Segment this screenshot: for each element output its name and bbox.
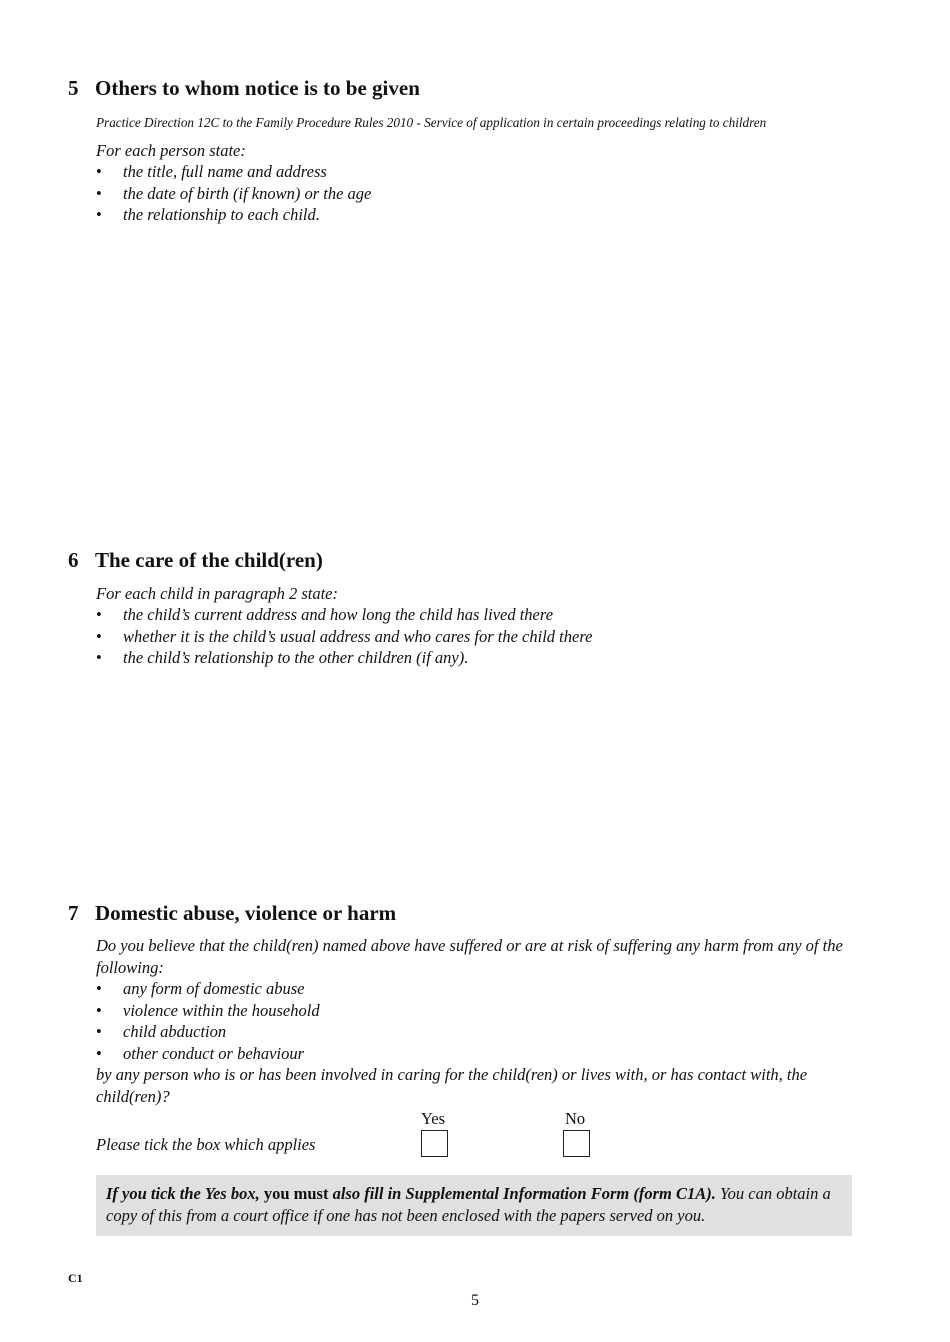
section-5-bullet-list (96, 161, 896, 226)
no-checkbox[interactable] (563, 1130, 590, 1157)
section-5-title: Others to whom notice is to be given (95, 76, 420, 100)
c1a-info-note (96, 1175, 852, 1236)
note-part-3: also fill in Supplemental Information Form (form C1A). (332, 1184, 716, 1203)
list-item: • whether it is the child’s usual address and who cares for the child there (96, 626, 593, 646)
section-7-bullet-list (96, 978, 856, 1064)
section-5-practice-note: Practice Direction 12C to the Family Procedure Rules 2010 - Service of application in certain proceedings relating to children (96, 115, 767, 130)
note-part-1: If you tick the Yes box, (106, 1184, 260, 1203)
section-7-title: Domestic abuse, violence or harm (95, 901, 397, 925)
section-7-question: Do you believe that the child(ren) named above have suffered or are at risk of suffering any harm from any of the following: (96, 936, 843, 977)
note-part-2: you must (259, 1184, 333, 1203)
list-item: • the child’s current address and how long the child has lived there (96, 605, 554, 624)
list-item: • the child’s relationship to the other children (if any). (96, 648, 469, 667)
list-item: • any form of domestic abuse (96, 979, 305, 998)
section-6-intro: For each child in paragraph 2 state: (96, 584, 338, 603)
list-item: • other conduct or behaviour (96, 1043, 305, 1063)
section-6-number: 6 (68, 548, 79, 572)
list-item: • violence within the household (96, 1000, 320, 1020)
note-part-4: You can obtain a copy of this from a court office if one has not been enclosed with the papers served on you. (106, 1184, 831, 1225)
tick-prompt: Please tick the box which applies (96, 1135, 316, 1154)
page-number: 5 (471, 1292, 479, 1309)
section-7-number: 7 (68, 901, 79, 925)
section-6-answer-area[interactable] (96, 680, 852, 880)
section-5-intro: For each person state: (96, 141, 246, 160)
list-item: • the date of birth (if known) or the age (96, 183, 372, 203)
list-item: • the title, full name and address (96, 162, 327, 181)
section-6-title: The care of the child(ren) (95, 548, 323, 572)
no-label: No (565, 1109, 586, 1128)
form-code: C1 (68, 1271, 83, 1285)
section-6-bullet-list (96, 604, 916, 669)
section-5-number: 5 (68, 76, 79, 100)
list-item: • child abduction (96, 1022, 227, 1041)
yes-checkbox[interactable] (421, 1130, 448, 1157)
section-7-question-end: by any person who is or has been involved in caring for the child(ren) or lives with, or has contact with, the child(ren)? (96, 1065, 808, 1106)
section-5-answer-area[interactable] (96, 235, 852, 525)
list-item: • the relationship to each child. (96, 205, 320, 224)
yes-label: Yes (421, 1109, 446, 1128)
